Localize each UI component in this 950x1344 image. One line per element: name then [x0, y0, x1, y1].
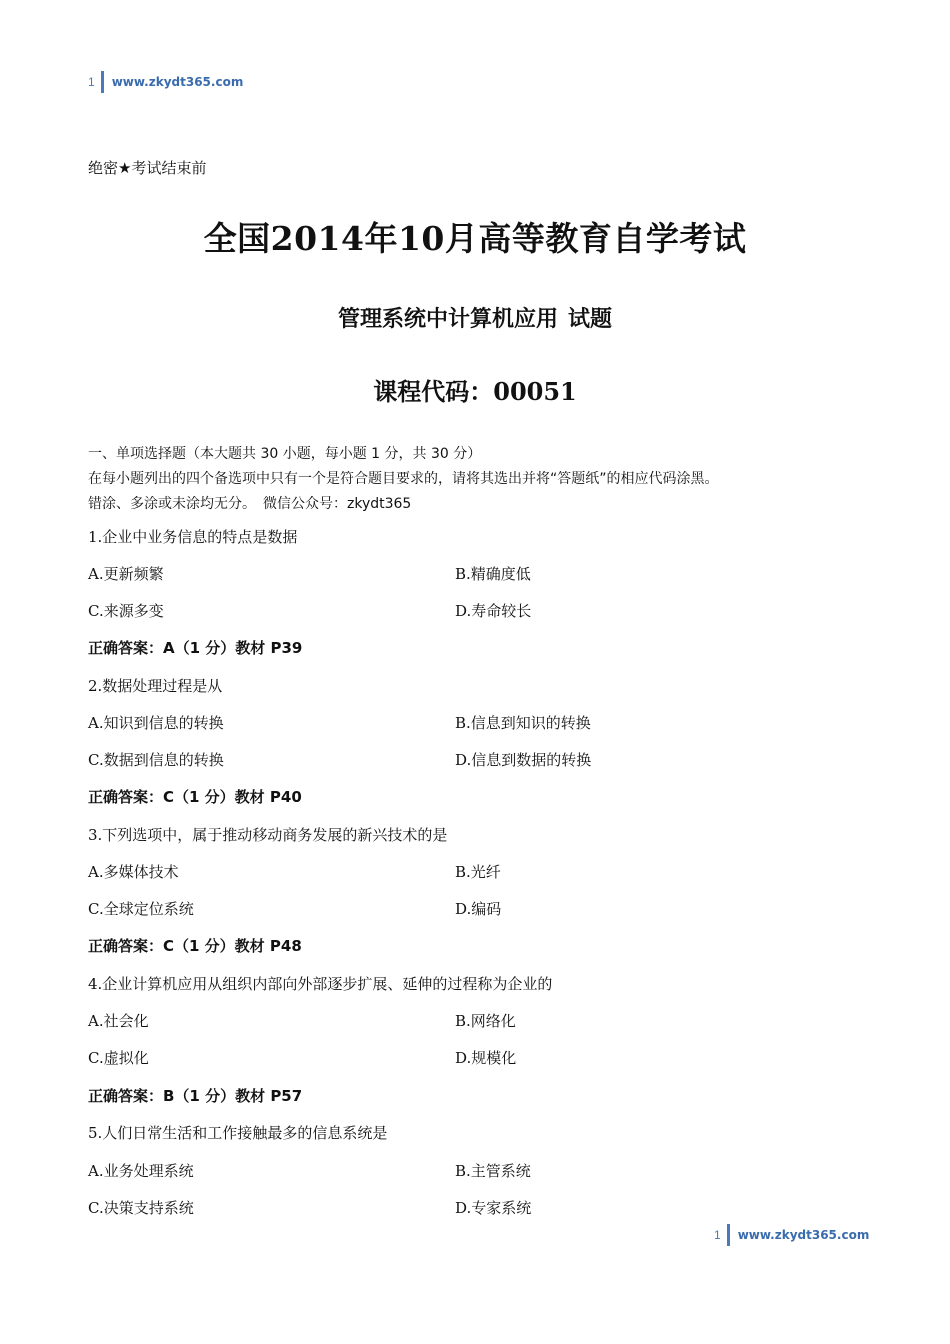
option-a: A.知识到信息的转换	[88, 714, 224, 732]
footer-page-number: 1	[714, 1228, 721, 1242]
option-a: A.业务处理系统	[88, 1162, 194, 1180]
correct-answer: 正确答案：A（1 分）教材 P39	[88, 639, 303, 657]
course-name: 管理系统中计算机应用	[337, 307, 558, 332]
header-url: www.zkydt365.com	[111, 75, 244, 89]
question-stem: 1.企业中业务信息的特点是数据	[88, 528, 298, 546]
option-c: C.决策支持系统	[88, 1199, 194, 1217]
secret-label: 绝密★考试结束前	[88, 159, 207, 177]
option-b: B.精确度低	[455, 565, 531, 583]
question-stem: 4.企业计算机应用从组织内部向外部逐步扩展、延伸的过程称为企业的	[88, 975, 553, 993]
option-c: C.虚拟化	[88, 1049, 149, 1067]
option-d: D.寿命较长	[455, 602, 532, 620]
question-stem: 3.下列选项中，属于推动移动商务发展的新兴技术的是	[88, 826, 448, 844]
correct-answer: 正确答案：C（1 分）教材 P40	[88, 788, 302, 806]
option-b: B.光纤	[455, 863, 501, 881]
page-header	[88, 71, 243, 93]
header-page-number: 1	[88, 75, 95, 89]
option-b: B.信息到知识的转换	[455, 714, 591, 732]
option-c: C.来源多变	[88, 602, 164, 620]
instruction-line: 在每小题列出的四个备选项中只有一个是符合题目要求的，请将其选出并将“答题纸”的相应代码涂黑。	[88, 471, 719, 487]
footer-url: www.zkydt365.com	[737, 1228, 870, 1242]
section-heading: 一、单项选择题（本大题共 30 小题，每小题 1 分，共 30 分）	[88, 446, 482, 462]
option-d: D.专家系统	[455, 1199, 532, 1217]
question-stem: 2.数据处理过程是从	[88, 677, 223, 695]
exam-subtitle	[0, 302, 950, 333]
option-a: A.更新频繁	[88, 565, 164, 583]
option-c: C.数据到信息的转换	[88, 751, 224, 769]
option-a: A.社会化	[88, 1012, 149, 1030]
footer-divider	[727, 1224, 730, 1246]
correct-answer: 正确答案：C（1 分）教材 P48	[88, 937, 302, 955]
page-title: 全国2014年10月高等教育自学考试	[203, 219, 747, 258]
option-b: B.主管系统	[455, 1162, 531, 1180]
question-stem: 5.人们日常生活和工作接触最多的信息系统是	[88, 1124, 388, 1142]
option-b: B.网络化	[455, 1012, 516, 1030]
option-d: D.信息到数据的转换	[455, 751, 592, 769]
option-c: C.全球定位系统	[88, 900, 194, 918]
exam-kind: 试题	[568, 307, 613, 332]
option-a: A.多媒体技术	[88, 863, 179, 881]
course-code: 课程代码：00051	[373, 377, 577, 406]
option-d: D.规模化	[455, 1049, 517, 1067]
instruction-line: 错涂、多涂或未涂均无分。 微信公众号：zkydt365	[88, 496, 412, 512]
correct-answer: 正确答案：B（1 分）教材 P57	[88, 1087, 303, 1105]
header-divider	[101, 71, 104, 93]
page-footer	[714, 1224, 869, 1246]
option-d: D.编码	[455, 900, 502, 918]
